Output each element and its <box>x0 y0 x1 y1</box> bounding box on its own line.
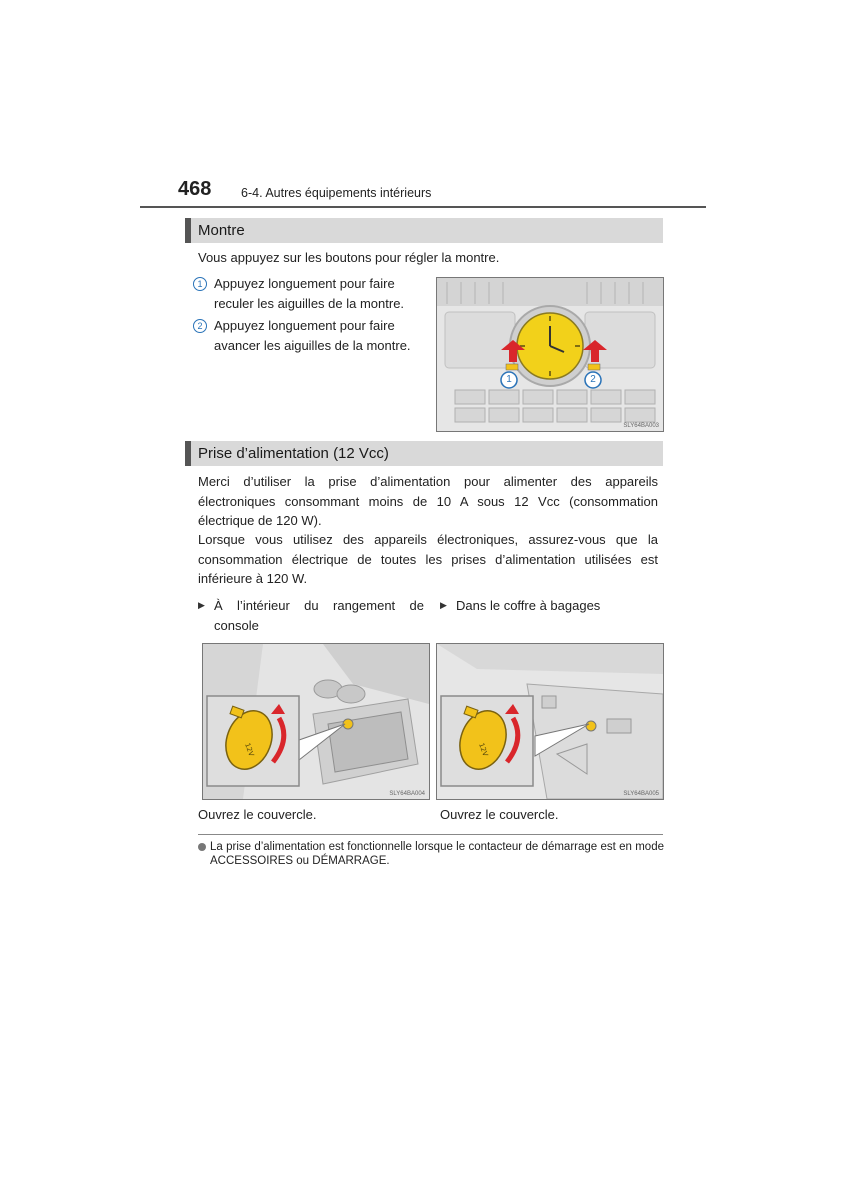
location-label-coffre: Dans le coffre à bagages <box>456 598 601 613</box>
section-heading-prise-text: Prise d’alimentation (12 Vcc) <box>198 445 389 462</box>
location-label-console: À l’intérieur du rangement de console <box>214 598 424 633</box>
console-socket-figure <box>202 643 430 800</box>
montre-item-1-line1: Appuyez longuement pour faire <box>214 276 395 291</box>
montre-item-2-line2: avancer les aiguilles de la montre. <box>214 337 411 353</box>
prise-paragraph-2: Lorsque vous utilisez des appareils électroniques, assurez-vous que la consommation électrique de toutes les prises d’alimentation utilisées est inférieure à 120 W. <box>198 532 658 586</box>
clock-callout-2: 2 <box>590 374 596 385</box>
note-text: La prise d’alimentation est fonctionnelle lorsque le contacteur de démarrage est en mode ACCESSOIRES ou DÉMARRAGE. <box>210 841 664 867</box>
note-block <box>198 840 664 868</box>
montre-item-1-line2: reculer les aiguilles de la montre. <box>214 295 405 311</box>
location-item-coffre <box>440 596 666 616</box>
clock-callout-1: 1 <box>506 374 512 385</box>
location-item-console <box>198 596 424 635</box>
trunk-socket-illustration <box>437 644 663 799</box>
callout-number-2: 2 <box>193 319 207 333</box>
console-figure-code: SLY64BA004 <box>389 791 425 797</box>
console-socket-illustration <box>203 644 429 799</box>
section-heading-montre <box>185 218 663 243</box>
clock-figure-code: SLY64BA003 <box>623 423 659 429</box>
triangle-bullet-icon: ▶ <box>440 600 447 610</box>
clock-illustration <box>437 278 663 431</box>
prise-paragraph-1: Merci d’utiliser la prise d’alimentation pour alimenter des appareils électroniques consommant moins de 10 A sous 12 Vcc (consommation électrique de 120 W). <box>198 474 658 528</box>
montre-item-1 <box>190 274 426 313</box>
console-figure-caption: Ouvrez le couvercle. <box>198 807 317 822</box>
section-heading-montre-text: Montre <box>198 222 245 239</box>
section-heading-prise <box>185 441 663 466</box>
callout-number-1: 1 <box>193 277 207 291</box>
montre-item-2-line1: Appuyez longuement pour faire <box>214 318 395 333</box>
trunk-figure-caption: Ouvrez le couvercle. <box>440 807 559 822</box>
svg-text:12V: 12V <box>243 741 256 758</box>
montre-item-2 <box>190 316 426 355</box>
trunk-socket-figure <box>436 643 664 800</box>
triangle-bullet-icon: ▶ <box>198 600 205 610</box>
page-number: 468 <box>178 178 212 200</box>
svg-text:12V: 12V <box>477 741 490 758</box>
header-rule <box>140 206 706 208</box>
chapter-title: 6-4. Autres équipements intérieurs <box>241 186 432 200</box>
note-rule <box>198 834 663 835</box>
trunk-figure-code: SLY64BA005 <box>623 791 659 797</box>
montre-intro: Vous appuyez sur les boutons pour régler la montre. <box>198 250 500 265</box>
note-bullet-icon <box>198 843 206 851</box>
clock-figure <box>436 277 664 432</box>
